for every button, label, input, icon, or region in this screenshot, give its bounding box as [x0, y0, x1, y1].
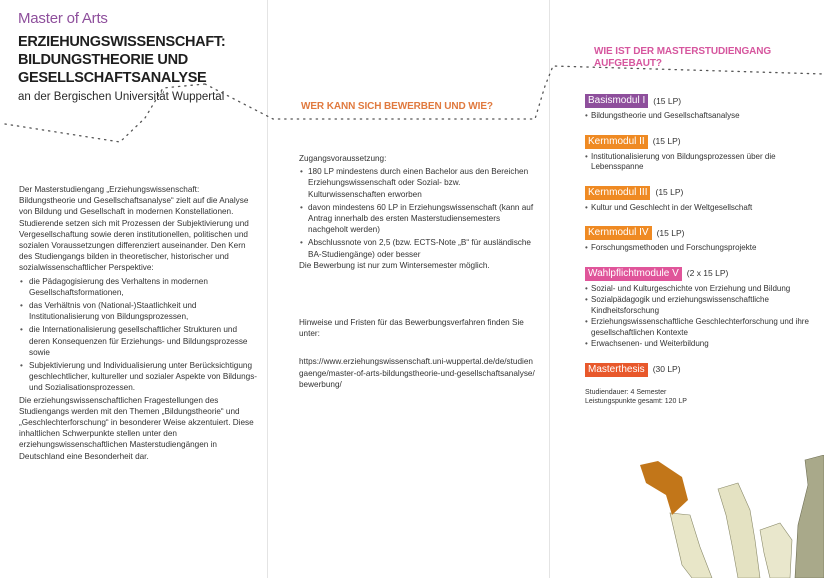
program-description [19, 184, 257, 462]
module-wahlpflichtmodule-5 [585, 267, 810, 350]
module-credits: (30 LP) [652, 364, 681, 375]
requirement-item: • Abschlussnote von 2,5 (bzw. ECTS-Note „B“ für ausländische BA-Studiengänge) oder besser [299, 237, 535, 259]
application-section [299, 153, 535, 390]
degree-label: Master of Arts [18, 10, 108, 27]
module-kernmodul-4 [585, 226, 810, 254]
module-basismodul-1 [585, 94, 810, 122]
title-line: GESELLSCHAFTSANALYSE [18, 70, 207, 86]
module-topic: • Bildungstheorie und Gesellschaftsanalyse [585, 111, 810, 122]
study-duration: Studiendauer: 4 Semester [585, 388, 667, 396]
fold-line-right [549, 0, 550, 578]
program-title [18, 33, 268, 87]
focus-item: • die Internationalisierung gesellschaftlicher Strukturen und deren Konsequenzen für Erziehungs- und Bildungsprozesse sowie [19, 324, 257, 358]
module-tag: Wahlpflichtmodule V [585, 267, 682, 281]
illustration-leg [718, 483, 760, 578]
study-info [585, 388, 810, 407]
module-credits: (15 LP) [653, 95, 682, 106]
module-tag: Kernmodul III [585, 186, 650, 200]
application-hint: Hinweise und Fristen für das Bewerbungsverfahren finden Sie unter: [299, 318, 524, 339]
illustration-leg [640, 461, 712, 578]
winter-semester-note: Die Bewerbung ist nur zum Wintersemester möglich. [299, 260, 490, 270]
closing-paragraph: Die erziehungswissenschaftlichen Fragestellungen des Studiengangs werden mit den Themen „Bildungstheorie“ und „Geschlechterforschung“ in besonderer Weise akzentuiert. Diese inhaltlichen Schwerpunkte stellen unter den erziehungswissenschaftlichen Masterstudiengängen in Deutschland eine Besonderheit dar. [19, 395, 254, 461]
left-panel [18, 10, 268, 103]
requirements-list [299, 166, 535, 260]
illustration-leg [760, 523, 792, 578]
title-line: BILDUNGSTHEORIE UND [18, 52, 188, 68]
legs-illustration [630, 455, 824, 578]
module-list [585, 94, 810, 407]
module-topic: • Erwachsenen- und Weiterbildung [585, 339, 810, 350]
focus-item: • die Pädagogisierung des Verhaltens in modernen Gesellschaftsformationen, [19, 276, 257, 298]
focus-item: • Subjektivierung und Individualisierung unter Berücksichtigung geschlechtlicher, kultureller und sozialer Aspekte von Bildungs- und Sozialisationsprozessen. [19, 360, 257, 394]
focus-list [19, 276, 257, 394]
total-credits: Leistungspunkte gesamt: 120 LP [585, 398, 687, 405]
module-topic: • Forschungsmethoden und Forschungsprojekte [585, 243, 810, 254]
application-link[interactable]: https://www.erziehungswissenschaft.uni-wuppertal.de/de/studiengaenge/master-of-arts-bildungstheorie-und-gesellschaftsanalyse/bewerbung/ [299, 357, 535, 389]
intro-paragraph: Der Masterstudiengang „Erziehungswissenschaft: Bildungstheorie und Gesellschaftsanalyse“ zielt auf die Analyse von Bildung und Gesellschaft in modernen Konstellationen. Studierende setzen sich mit Prozessen der Subjektivierung und Vergesellschaftung sowie deren institutionellen, politischen und sozialen Voraussetzungen differenziert auseinander. Den Kern des Studiengangs bilden in theoretischer, historischer und sozialwissenschaftlicher Perspektive: [19, 185, 249, 273]
module-kernmodul-2 [585, 135, 810, 173]
module-credits: (2 x 15 LP) [686, 268, 729, 279]
module-kernmodul-3 [585, 186, 810, 214]
structure-heading: WIE IST DER MASTERSTUDIENGANG AUFGEBAUT? [594, 46, 772, 69]
module-credits: (15 LP) [655, 187, 684, 198]
title-line: ERZIEHUNGSWISSENSCHAFT: [18, 34, 226, 50]
module-topic: • Kultur und Geschlecht in der Weltgesellschaft [585, 203, 810, 214]
module-tag: Kernmodul II [585, 135, 648, 149]
module-topic: • Sozialpädagogik und erziehungswissenschaftliche Kindheitsforschung [585, 295, 810, 316]
module-tag: Basismodul I [585, 94, 648, 108]
module-tag: Kernmodul IV [585, 226, 652, 240]
requirements-label: Zugangsvoraussetzung: [299, 154, 387, 163]
module-topic: • Sozial- und Kulturgeschichte von Erziehung und Bildung [585, 284, 810, 295]
module-topic: • Erziehungswissenschaftliche Geschlechterforschung und ihre gesellschaftlichen Kontexte [585, 317, 810, 338]
focus-item: • das Verhältnis von (National-)Staatlichkeit und Institutionalisierung von Bildungsprozessen, [19, 300, 257, 322]
module-tag: Masterthesis [585, 363, 648, 377]
requirement-item: • 180 LP mindestens durch einen Bachelor aus den Bereichen Erziehungswissenschaft oder Sozial- bzw. Kulturwissenschaften erworben [299, 166, 535, 200]
module-credits: (15 LP) [656, 227, 685, 238]
application-heading: WER KANN SICH BEWERBEN UND WIE? [301, 101, 493, 112]
university-subtitle: an der Bergischen Universität Wuppertal [18, 91, 225, 103]
module-credits: (15 LP) [652, 136, 681, 147]
requirement-item: • davon mindestens 60 LP in Erziehungswissenschaft (kann auf Antrag innerhalb des ersten Masterstudiensemesters nachgeholt werden) [299, 202, 535, 236]
illustration-leg [795, 455, 824, 578]
module-masterthesis [585, 363, 810, 377]
module-topic: • Institutionalisierung von Bildungsprozessen über die Lebensspanne [585, 152, 810, 173]
